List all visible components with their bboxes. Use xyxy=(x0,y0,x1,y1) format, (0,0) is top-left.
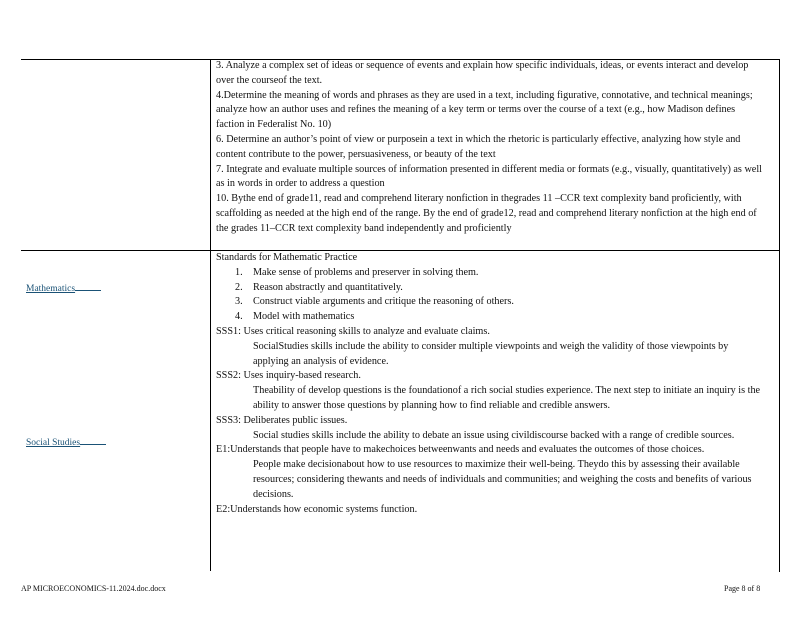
standard-7: 7. Integrate and evaluate multiple sources of information presented in different media or formats (e.g., visually, quantitatively) as well as in words in order to address a question xyxy=(216,163,762,190)
list-item: 2. Reason abstractly and quantitatively. xyxy=(235,281,403,293)
crosscurricular-cell xyxy=(216,251,762,517)
standard-6: 6. Determine an author’s point of view or purposein a text in which the rhetoric is particularly effective, analyzing how style and content contribute to the power, persuasiveness, or beauty of the text xyxy=(216,133,741,160)
sss3-heading: SSS3: Deliberates public issues. xyxy=(216,414,348,426)
column-divider xyxy=(210,59,211,571)
standard-4: 4.Determine the meaning of words and phrases as they are used in a text, including figurative, connotative, and technical meanings; analyze how an author uses and refines the meaning of a key term or terms over the course of a text (e.g., how Madison defines faction in Federalist No. 10) xyxy=(216,89,753,131)
e1-heading: E1:Understands that people have to makechoices betweenwants and needs and evaluates the outcomes of those choices. xyxy=(216,444,705,456)
mathematics-link[interactable]: Mathematics xyxy=(26,282,101,294)
standard-3: 3. Analyze a complex set of ideas or sequence of events and explain how specific individuals, ideas, or events interact and develop over the courseof the text. xyxy=(216,60,749,86)
list-item: 4. Model with mathematics xyxy=(235,311,355,323)
list-item: 1. Make sense of problems and preserver in solving them. xyxy=(235,266,479,278)
sss2-bullet: Theability of develop questions is the foundationof a rich social studies experience. The next step to initiate an inquiry is the ability to answer those questions by planning how to find reliable and credible answers. xyxy=(253,385,761,411)
math-practice-heading: Standards for Mathematic Practice xyxy=(216,252,358,263)
social-studies-link[interactable]: Social Studies xyxy=(26,436,106,448)
sss1-heading: SSS1: Uses critical reasoning skills to analyze and evaluate claims. xyxy=(216,325,490,337)
sss2-heading: SSS2: Uses inquiry-based research. xyxy=(216,370,361,382)
e1-bullet: People make decisionabout how to use resources to maximize their well-being. Theydo this by assessing their available resources; considering thewants and needs of individuals and communities; and weighing the costs and benefits of various decisions. xyxy=(253,459,752,500)
footer-filename: AP MICROECONOMICS-11.2024.doc.docx xyxy=(21,584,166,593)
footer-page-number: Page 8 of 8 xyxy=(724,584,761,593)
sss1-bullet: SocialStudies skills include the ability to consider multiple viewpoints and weigh the validity of those viewpoints by applying an analysis of evidence. xyxy=(253,340,729,367)
ela-standards-cell xyxy=(216,59,762,237)
sss3-bullet: Social studies skills include the ability to debate an issue using civildiscourse backed with a range of credible sources. xyxy=(253,429,735,441)
standard-10: 10. Bythe end of grade11, read and comprehend literary nonfiction in thegrades 11 –CCR text complexity band proficiently, with scaffolding as needed at the high end of the range. By the end of grade12, read and comprehend literary nonfiction at the high end of the grades 11–CCR text complexity band independently and proficiently xyxy=(216,193,757,234)
math-practice-list xyxy=(216,266,762,325)
list-item: 3. Construct viable arguments and critique the reasoning of others. xyxy=(235,296,514,308)
e2-heading: E2:Understands how economic systems function. xyxy=(216,503,418,515)
